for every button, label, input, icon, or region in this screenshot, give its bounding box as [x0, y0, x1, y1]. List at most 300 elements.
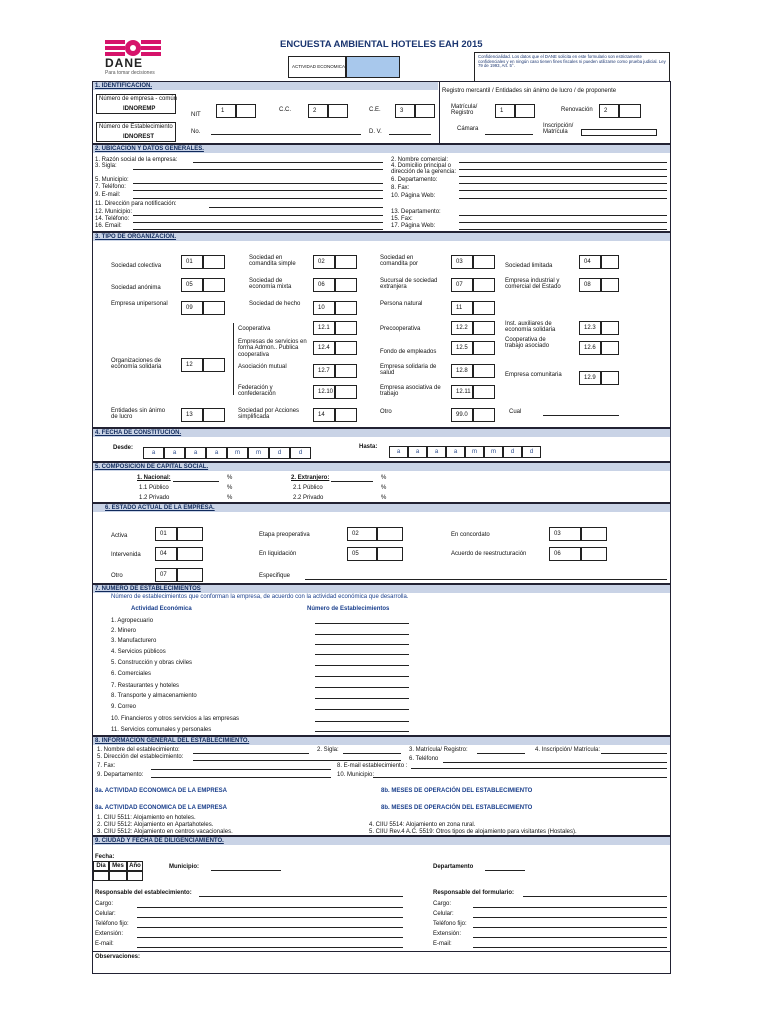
ce-type-3[interactable]: 3	[395, 104, 415, 118]
actividad-row: 6. Comerciales	[111, 671, 152, 677]
org-label: Inst. auxiliares de economía solidaria	[505, 321, 556, 334]
org-code[interactable]: 12.6	[579, 341, 601, 355]
departamento2-label: 13. Departamento:	[391, 209, 441, 215]
notificacion-input[interactable]	[209, 207, 383, 208]
extranjero-input[interactable]	[331, 481, 373, 482]
extension2-input[interactable]	[473, 937, 667, 938]
especifique-input[interactable]	[305, 579, 667, 580]
num-empresa-box: Número de empresa - común IDNOREMP	[96, 94, 176, 114]
org-check[interactable]	[473, 255, 495, 269]
org-label: Federación y confederación	[238, 385, 276, 398]
extension2-label: Extensión:	[433, 931, 462, 937]
telefono2-label: 14. Teléfono:	[95, 216, 130, 222]
no-input[interactable]	[211, 134, 361, 135]
org-label: Organizaciones de economía solidaria	[111, 358, 162, 371]
org-label: Sociedad de economía mixta	[249, 278, 292, 291]
estado-label: Intervenida	[111, 552, 141, 558]
nacional-pct: %	[227, 475, 233, 481]
nombre-comercial-input[interactable]	[459, 162, 667, 163]
num-establecimiento-box: Número de Establecimiento IDNOREST	[96, 122, 176, 142]
section-info-establecimiento	[92, 736, 671, 836]
cc-input[interactable]	[328, 104, 348, 118]
estado-check[interactable]	[177, 527, 203, 541]
inscripcion-input[interactable]	[581, 129, 657, 136]
municipio2-input[interactable]	[133, 215, 383, 216]
org-label: Otro	[380, 409, 392, 415]
matricula-type-1[interactable]: 1	[495, 104, 515, 118]
org-code[interactable]: 12.2	[451, 321, 473, 335]
org-code[interactable]: 12.4	[313, 341, 335, 355]
fax2-input[interactable]	[459, 222, 667, 223]
celular2-input[interactable]	[473, 917, 667, 918]
estado-code[interactable]: 04	[155, 547, 177, 561]
org-code[interactable]: 99.0	[451, 408, 473, 422]
privado-label: 1.2 Privado	[139, 495, 170, 501]
section-estado-empresa	[92, 503, 671, 584]
org-label: Empresa solidaria de salud	[380, 364, 437, 377]
actividad-input[interactable]	[315, 623, 409, 624]
nit-label: NIT	[191, 112, 201, 118]
org-code[interactable]: 12.3	[579, 321, 601, 335]
direccion-est-input[interactable]	[193, 760, 401, 761]
org-check[interactable]	[601, 321, 619, 335]
pagina-web-label: 10. Página Web:	[391, 193, 436, 199]
dia-cell[interactable]: Día	[93, 861, 109, 871]
observaciones-label: Observaciones:	[95, 954, 141, 960]
renovacion-type-2[interactable]: 2	[599, 104, 619, 118]
cargo2-label: Cargo:	[433, 901, 452, 907]
estado-code[interactable]: 02	[347, 527, 377, 541]
org-check[interactable]	[203, 255, 225, 269]
telefono-est-input[interactable]	[443, 762, 667, 763]
actividad-empresa-title-2: 8a. ACTIVIDAD ECONOMICA DE LA EMPRESA	[95, 805, 228, 811]
renovacion-label: Renovación	[561, 107, 593, 113]
pagina-web2-input[interactable]	[459, 229, 667, 230]
inscripcion-est-label: 4. Inscripción/ Matrícula:	[535, 747, 601, 753]
cargo-label: Cargo:	[95, 901, 114, 907]
hasta-cell[interactable]: a	[408, 446, 427, 458]
org-check[interactable]	[203, 408, 225, 422]
actividad-input[interactable]	[315, 634, 409, 635]
org-label: Sociedad limitada	[505, 263, 553, 269]
actividad-row: 8. Transporte y almacenamiento	[111, 693, 197, 699]
extranjero-pct: %	[381, 475, 387, 481]
anio-input[interactable]	[127, 871, 143, 881]
ciiu-item: 1. CIIU 5511: Alojamiento en hoteles.	[97, 815, 196, 821]
org-code[interactable]: 13	[181, 408, 203, 422]
org-code[interactable]: 03	[451, 255, 473, 269]
org-check[interactable]	[473, 408, 495, 422]
departamento2-input[interactable]	[459, 215, 667, 216]
estado-check[interactable]	[377, 547, 403, 561]
desde-cell[interactable]: a	[185, 447, 206, 459]
col-actividad: Actividad Económica	[131, 606, 192, 612]
actividad-input[interactable]	[315, 731, 409, 732]
org-code[interactable]: 12.7	[313, 364, 335, 378]
fax-est-input[interactable]	[151, 769, 331, 770]
email-est-input[interactable]	[411, 768, 667, 769]
responsable-form-input[interactable]	[523, 896, 667, 897]
hasta-cell[interactable]: m	[484, 446, 503, 458]
org-check[interactable]	[335, 301, 357, 315]
email-input[interactable]	[133, 198, 383, 199]
estado-code[interactable]: 06	[549, 547, 581, 561]
hasta-cell[interactable]: a	[389, 446, 408, 458]
dane-logo	[103, 40, 165, 78]
org-check[interactable]	[601, 371, 619, 385]
hasta-cell[interactable]: a	[427, 446, 446, 458]
telefono-input[interactable]	[133, 190, 383, 191]
org-check[interactable]	[203, 358, 225, 372]
observaciones-input[interactable]	[95, 961, 668, 973]
section-num-establecimientos	[92, 584, 671, 736]
org-label: Sucursal de sociedad extranjera	[380, 278, 438, 291]
org-code[interactable]: 12.1	[313, 321, 335, 335]
celular2-label: Celular:	[433, 911, 454, 917]
actividad-input[interactable]	[315, 654, 409, 655]
sigla-input[interactable]	[133, 169, 383, 170]
org-check[interactable]	[203, 278, 225, 292]
fecha-label: Fecha:	[95, 854, 115, 860]
org-label: Empresa comunitaria	[505, 372, 562, 378]
desde-cell[interactable]: a	[164, 447, 185, 459]
org-check[interactable]	[473, 301, 495, 315]
dv-label: D. V.	[369, 129, 382, 135]
org-check[interactable]	[601, 278, 619, 292]
telefono-fijo-input[interactable]	[137, 927, 403, 928]
estado-label: En liquidación	[259, 551, 297, 557]
no-label: No.	[191, 129, 201, 135]
nit-type-1[interactable]: 1	[216, 104, 236, 118]
domicilio-input-2[interactable]	[459, 176, 667, 177]
confidentiality-box: Confidencialidad. Los datos que el DANE solicita en este formulario son estrictamente confidenciales y en ningún caso tienen fines fiscales ni pueden utilizarse como prueba judicial. Ley 79 de 1993, Art. 5°.	[474, 52, 670, 82]
cargo-input[interactable]	[137, 907, 403, 908]
org-label: Sociedad en comandita por	[380, 255, 419, 268]
hasta-cell[interactable]: d	[522, 446, 541, 458]
cc-type-2[interactable]: 2	[308, 104, 328, 118]
domicilio-label: 4. Domicilio principal o dirección de la gerencia:	[391, 163, 457, 176]
nombre-comercial-label: 2. Nombre comercial:	[391, 157, 449, 163]
actividad-input[interactable]	[315, 721, 409, 722]
email-est-label: 8. E-mail establecimiento :	[337, 763, 408, 769]
org-check[interactable]	[335, 385, 357, 399]
renovacion-input[interactable]	[619, 104, 641, 118]
privado-pct: %	[227, 495, 233, 501]
camara-input[interactable]	[485, 134, 533, 135]
section-2-title: 2. UBICACIÓN Y DATOS GENERALES.	[93, 145, 670, 153]
telefono-fijo2-input[interactable]	[473, 927, 667, 928]
fax-est-label: 7. Fax:	[97, 763, 116, 769]
org-check[interactable]	[335, 255, 357, 269]
org-code[interactable]: 02	[313, 255, 335, 269]
org-code[interactable]: 06	[313, 278, 335, 292]
org-label: Sociedad de hecho	[249, 301, 301, 307]
pagina-web2-label: 17. Página Web:	[391, 223, 436, 229]
email-resp-label: E-mail:	[95, 941, 114, 947]
org-code[interactable]: 04	[579, 255, 601, 269]
solidaria-bracket	[233, 323, 235, 395]
section-3-title: 3. TIPO DE ORGANIZACIÓN.	[93, 233, 670, 241]
email-resp2-input[interactable]	[473, 947, 667, 948]
departamento-est-input[interactable]	[151, 777, 331, 778]
email-resp2-label: E-mail:	[433, 941, 452, 947]
section-ciudad-fecha	[92, 836, 671, 974]
section-5-title: 5. COMPOSICION DE CAPITAL SOCIAL.	[93, 463, 670, 471]
email2-label: 16. Email:	[95, 223, 122, 229]
cargo2-input[interactable]	[473, 907, 667, 908]
estado-check[interactable]	[581, 547, 607, 561]
extranjero-label: 2. Extranjero:	[291, 475, 330, 481]
section-4-title: 4. FECHA DE CONSTITUCIÓN.	[93, 429, 670, 437]
actividad-empresa-title: 8a. ACTIVIDAD ECONOMICA DE LA EMPRESA	[95, 788, 228, 794]
logo-tagline: Para tomar decisiones	[105, 70, 155, 76]
actividad-row: 2. Minero	[111, 628, 137, 634]
org-code[interactable]: 01	[181, 255, 203, 269]
camara-label: Cámara	[457, 126, 479, 132]
pagina-web-input[interactable]	[459, 198, 667, 199]
responsable-est-label: Responsable del establecimiento:	[95, 890, 192, 896]
org-label: Fondo de empleados	[380, 349, 437, 355]
estado-label: En concordato	[451, 532, 490, 538]
cual-input[interactable]	[543, 415, 619, 416]
extension-input[interactable]	[137, 937, 403, 938]
actividad-row: 5. Construcción y obras civiles	[111, 660, 193, 666]
org-check[interactable]	[601, 341, 619, 355]
org-code[interactable]: 09	[181, 301, 203, 315]
celular-label: Celular:	[95, 911, 116, 917]
org-code[interactable]: 12.9	[579, 371, 601, 385]
departamento-est-label: 9. Departamento:	[97, 772, 144, 778]
especifique-label: Especifique	[259, 573, 291, 579]
estado-code[interactable]: 01	[155, 527, 177, 541]
org-label: Empresa industrial y comercial del Estado	[505, 278, 561, 291]
org-label: Empresa asociativa de trabajo	[380, 385, 441, 398]
nit-input[interactable]	[236, 104, 256, 118]
actividad-row: 7. Restaurantes y hoteles	[111, 683, 180, 689]
municipio-input[interactable]	[133, 183, 383, 184]
direccion-est-label: 5. Dirección del establecimiento:	[97, 754, 184, 760]
estado-check[interactable]	[377, 527, 403, 541]
activity-label-box: ACTIVIDAD ECONOMICA	[288, 56, 346, 78]
municipio-est-input[interactable]	[373, 777, 667, 778]
org-code[interactable]: 12.5	[451, 341, 473, 355]
section-7-title: 7. NÚMERO DE ESTABLECIMIENTOS	[93, 585, 670, 593]
org-check[interactable]	[473, 364, 495, 378]
nombre-est-label: 1. Nombre del establecimiento:	[97, 747, 180, 753]
org-check[interactable]	[601, 255, 619, 269]
org-code[interactable]: 07	[451, 278, 473, 292]
domicilio-input[interactable]	[459, 169, 667, 170]
desde-cell[interactable]: m	[248, 447, 269, 459]
estado-label: Activa	[111, 533, 128, 539]
estado-label: Otro	[111, 573, 123, 579]
establecimientos-desc: Número de establecimientos que conforman la empresa, de acuerdo con la actividad económica que desarrolla.	[111, 594, 409, 600]
org-code[interactable]: 11	[451, 301, 473, 315]
departamento-diligenciamiento-input[interactable]	[485, 870, 525, 871]
org-check[interactable]	[473, 385, 495, 399]
publico-pct: %	[227, 485, 233, 491]
section-9-title: 9. CIUDAD Y FECHA DE DILIGENCIAMIENTO.	[93, 837, 670, 845]
responsable-form-label: Responsable del formulario:	[433, 890, 515, 896]
dia-input[interactable]	[93, 871, 109, 881]
inscripcion-est-input[interactable]	[601, 753, 667, 754]
email-resp-input[interactable]	[137, 947, 403, 948]
nacional-label: 1. Nacional:	[137, 475, 171, 481]
meses-operacion-title: 8b. MESES DE OPERACIÓN DEL ESTABLECIMIENTO	[381, 788, 533, 794]
responsable-est-input[interactable]	[199, 896, 403, 897]
mes-input[interactable]	[109, 871, 127, 881]
matricula-input[interactable]	[515, 104, 535, 118]
desde-cell[interactable]: d	[269, 447, 290, 459]
hasta-cell[interactable]: m	[465, 446, 484, 458]
org-label: Asociación mutual	[238, 364, 287, 370]
publico-label: 1.1 Público	[139, 485, 169, 491]
org-code[interactable]: 12.11	[451, 385, 473, 399]
actividad-input[interactable]	[315, 676, 409, 677]
razon-social-label: 1. Razón social de la empresa:	[95, 157, 178, 163]
fax-input[interactable]	[459, 190, 667, 191]
ciiu-item: 4. CIIU 5514: Alojamiento en zona rural.	[369, 822, 476, 828]
municipio-label: 5. Municipio:	[95, 177, 129, 183]
actividad-input[interactable]	[315, 687, 409, 688]
org-code[interactable]: 12.8	[451, 364, 473, 378]
section-tipo-organizacion	[92, 232, 671, 428]
section-capital-social	[92, 462, 671, 503]
ciiu-item: 5. CIIU Rev.4 A.C. 5519: Otros tipos de alojamiento para visitantes (Hostales).	[369, 829, 577, 835]
org-code[interactable]: 08	[579, 278, 601, 292]
org-label: Persona natural	[380, 301, 423, 307]
org-check[interactable]	[473, 278, 495, 292]
dv-input[interactable]	[389, 134, 431, 135]
meses-operacion-title-2: 8b. MESES DE OPERACIÓN DEL ESTABLECIMIENTO	[381, 805, 533, 811]
email2-input[interactable]	[133, 229, 383, 230]
actividad-input[interactable]	[315, 665, 409, 666]
departamento-label: 6. Departamento:	[391, 177, 438, 183]
org-check[interactable]	[335, 341, 357, 355]
section-1-title: 1. IDENTIFICACION.	[93, 82, 438, 90]
matricula-est-label: 3. Matrícula/ Registro:	[409, 747, 468, 753]
actividad-input[interactable]	[315, 644, 409, 645]
section-fecha-constitucion	[92, 428, 671, 462]
hasta-cell[interactable]: a	[446, 446, 465, 458]
actividad-row: 10. Financieros y otros servicios a las empresas	[111, 716, 240, 722]
org-label: Empresas de servicios en forma Admon.. Publica cooperativa	[238, 339, 307, 358]
ce-input[interactable]	[415, 104, 435, 118]
org-check[interactable]	[335, 408, 357, 422]
org-check[interactable]	[473, 321, 495, 335]
org-label: Sociedad anónima	[111, 285, 161, 291]
sigla-est-input[interactable]	[343, 753, 401, 754]
estado-code[interactable]: 07	[155, 568, 177, 582]
actividad-row: 11. Servicios comunales y personales	[111, 727, 212, 733]
org-label: Sociedad en comandita simple	[249, 255, 296, 268]
actividad-row: 4. Servicios públicos	[111, 649, 166, 655]
actividad-input[interactable]	[315, 698, 409, 699]
page-title: ENCUESTA AMBIENTAL HOTELES EAH 2015	[280, 39, 483, 50]
notificacion-label: 11. Dirección para notificación:	[95, 201, 177, 207]
actividad-row: 3. Manufacturero	[111, 638, 157, 644]
registro-divider	[439, 82, 440, 144]
matricula-est-input[interactable]	[477, 753, 525, 754]
telefono-fijo2-label: Teléfono fijo:	[433, 921, 467, 927]
nombre-est-input[interactable]	[193, 753, 309, 754]
telefono2-input[interactable]	[133, 222, 383, 223]
cc-label: C.C.	[279, 107, 291, 113]
desde-cell[interactable]: a	[206, 447, 227, 459]
estado-check[interactable]	[177, 547, 203, 561]
desde-cell[interactable]: m	[227, 447, 248, 459]
matricula-label: Matrícula/ Registro	[451, 104, 478, 117]
hasta-cell[interactable]: d	[503, 446, 522, 458]
sigla-est-label: 2. Sigla:	[317, 747, 339, 753]
cual-label: Cual	[509, 409, 522, 415]
org-label: Empresa unipersonal	[111, 301, 168, 307]
estado-code[interactable]: 05	[347, 547, 377, 561]
municipio-est-label: 10. Municipio:	[337, 772, 375, 778]
inscripcion-label: Inscripción/ Matrícula	[543, 123, 574, 136]
desde-cell[interactable]: d	[290, 447, 311, 459]
org-code[interactable]: 12	[181, 358, 203, 372]
email-label: 9. E-mail:	[95, 192, 121, 198]
org-code[interactable]: 14	[313, 408, 335, 422]
nacional-input[interactable]	[173, 481, 219, 482]
razon-social-input[interactable]	[193, 162, 383, 163]
ext-publico-pct: %	[381, 485, 387, 491]
sigla-label: 3. Sigla:	[95, 163, 117, 169]
estado-check[interactable]	[581, 527, 607, 541]
municipio-diligenciamiento-label: Municipio:	[169, 864, 199, 870]
org-code[interactable]: 10	[313, 301, 335, 315]
estado-code[interactable]: 03	[549, 527, 581, 541]
ext-privado-label: 2.2 Privado	[293, 495, 324, 501]
departamento-input[interactable]	[459, 183, 667, 184]
ce-label: C.E.	[369, 107, 381, 113]
fax-label: 8. Fax:	[391, 185, 410, 191]
org-code[interactable]: 05	[181, 278, 203, 292]
section-6-title: 6. ESTADO ACTUAL DE LA EMPRESA.	[93, 504, 670, 512]
desde-cell[interactable]: a	[143, 447, 164, 459]
org-label: Sociedad por Acciones simplificada	[238, 408, 300, 421]
actividad-input[interactable]	[315, 709, 409, 710]
org-label: Sociedad colectiva	[111, 263, 162, 269]
activity-input[interactable]	[346, 56, 400, 78]
org-check[interactable]	[203, 301, 225, 315]
telefono-est-label: 6. Teléfono	[409, 756, 439, 762]
extension-label: Extensión:	[95, 931, 124, 937]
section-8-title: 8. INFORMACION GENERAL DEL ESTABLECIMIENTO.	[93, 737, 670, 745]
desde-label: Desde:	[113, 445, 134, 451]
mes-cell[interactable]: Mes	[109, 861, 127, 871]
org-label: Cooperativa de trabajo asociado	[505, 337, 550, 350]
org-code[interactable]: 12.10	[313, 385, 335, 399]
observaciones-divider	[93, 951, 670, 952]
municipio-diligenciamiento-input[interactable]	[211, 870, 281, 871]
logo-text: DANE	[105, 56, 144, 70]
telefono-label: 7. Teléfono:	[95, 184, 126, 190]
org-label: Precooperativa	[380, 326, 421, 332]
actividad-row: 1. Agropecuario	[111, 618, 154, 624]
org-check[interactable]	[335, 321, 357, 335]
ext-privado-pct: %	[381, 495, 387, 501]
org-check[interactable]	[335, 364, 357, 378]
org-check[interactable]	[335, 278, 357, 292]
fax2-label: 15. Fax:	[391, 216, 413, 222]
celular-input[interactable]	[137, 917, 403, 918]
org-check[interactable]	[473, 341, 495, 355]
actividad-row: 9. Correo	[111, 704, 137, 710]
estado-check[interactable]	[177, 568, 203, 582]
anio-cell[interactable]: Año	[127, 861, 143, 871]
